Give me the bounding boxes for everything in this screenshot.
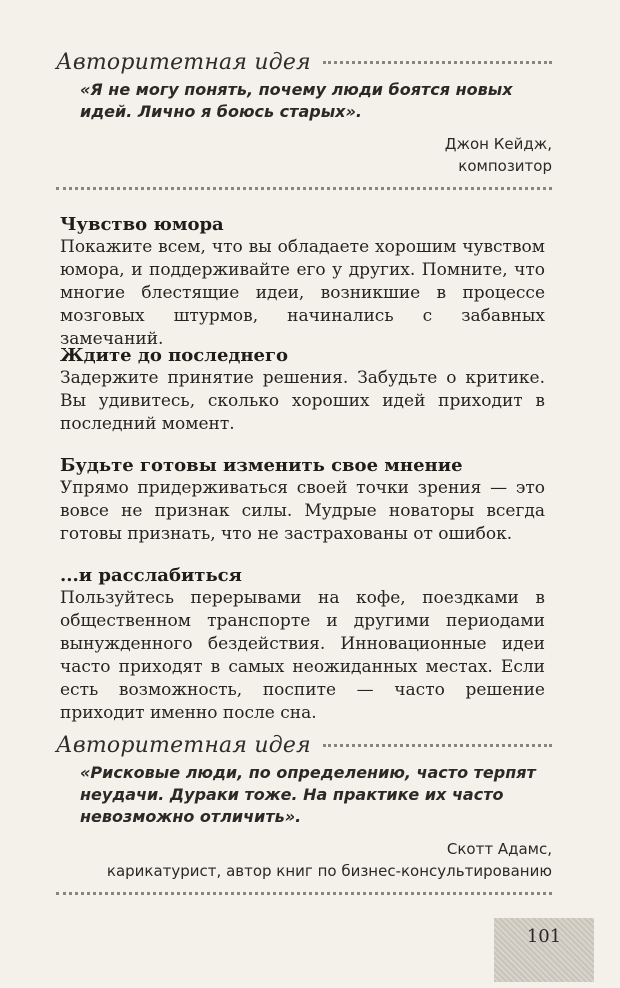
callout-quote: «Рисковые люди, по определению, часто терпят неудачи. Дураки тоже. На практике их часто невозможно отличить». xyxy=(80,763,536,826)
page-number-badge xyxy=(494,918,594,982)
section-heading: Будьте готовы изменить свое мнение xyxy=(60,455,463,476)
callout-quote: «Я не могу понять, почему люди боятся новых идей. Лично я боюсь старых». xyxy=(80,80,513,121)
quote-author-role: карикатурист, автор книг по бизнес-консультированию xyxy=(106,862,552,880)
section-wait xyxy=(60,345,545,436)
callout-box-2 xyxy=(56,733,552,895)
section-text: Задержите принятие решения. Забудьте о критике. Вы удивитесь, сколько хороших идей приходит в последний момент. xyxy=(60,368,545,434)
callout-title: Авторитетная идея xyxy=(56,50,311,75)
dotted-rule-bottom xyxy=(56,892,552,895)
section-heading: ...и расслабиться xyxy=(60,565,242,586)
callout-box-1 xyxy=(56,50,552,190)
dotted-rule xyxy=(323,61,552,64)
callout-header xyxy=(56,733,552,758)
callout-header xyxy=(56,50,552,75)
section-relax xyxy=(60,565,545,725)
section-text: Покажите всем, что вы обладаете хорошим чувством юмора, и поддерживайте его у других. Помните, что многие блестящие идеи, возникшие в процессе мозговых штурмов, начинались с забавных замечаний. xyxy=(60,237,545,349)
section-humor xyxy=(60,214,545,351)
page-number: 101 xyxy=(526,926,562,947)
quote-author-role: композитор xyxy=(458,157,552,175)
section-heading: Чувство юмора xyxy=(60,214,224,235)
dotted-rule xyxy=(323,744,552,747)
section-text: Пользуйтесь перерывами на кофе, поездками в общественном транспорте и другими периодами вынужденного бездействия. Инновационные идеи часто приходят в самых неожиданных местах. Если есть возможность, поспите — часто решение приходит именно после сна. xyxy=(60,588,545,723)
dotted-rule-bottom xyxy=(56,187,552,190)
section-change-mind xyxy=(60,455,545,546)
callout-title: Авторитетная идея xyxy=(56,733,311,758)
quote-author: Джон Кейдж, xyxy=(444,135,552,153)
section-text: Упрямо придерживаться своей точки зрения — это вовсе не признак силы. Мудрые новаторы всегда готовы признать, что не застрахованы от ошибок. xyxy=(60,478,545,544)
section-heading: Ждите до последнего xyxy=(60,345,289,366)
quote-author: Скотт Адамс, xyxy=(446,840,552,858)
